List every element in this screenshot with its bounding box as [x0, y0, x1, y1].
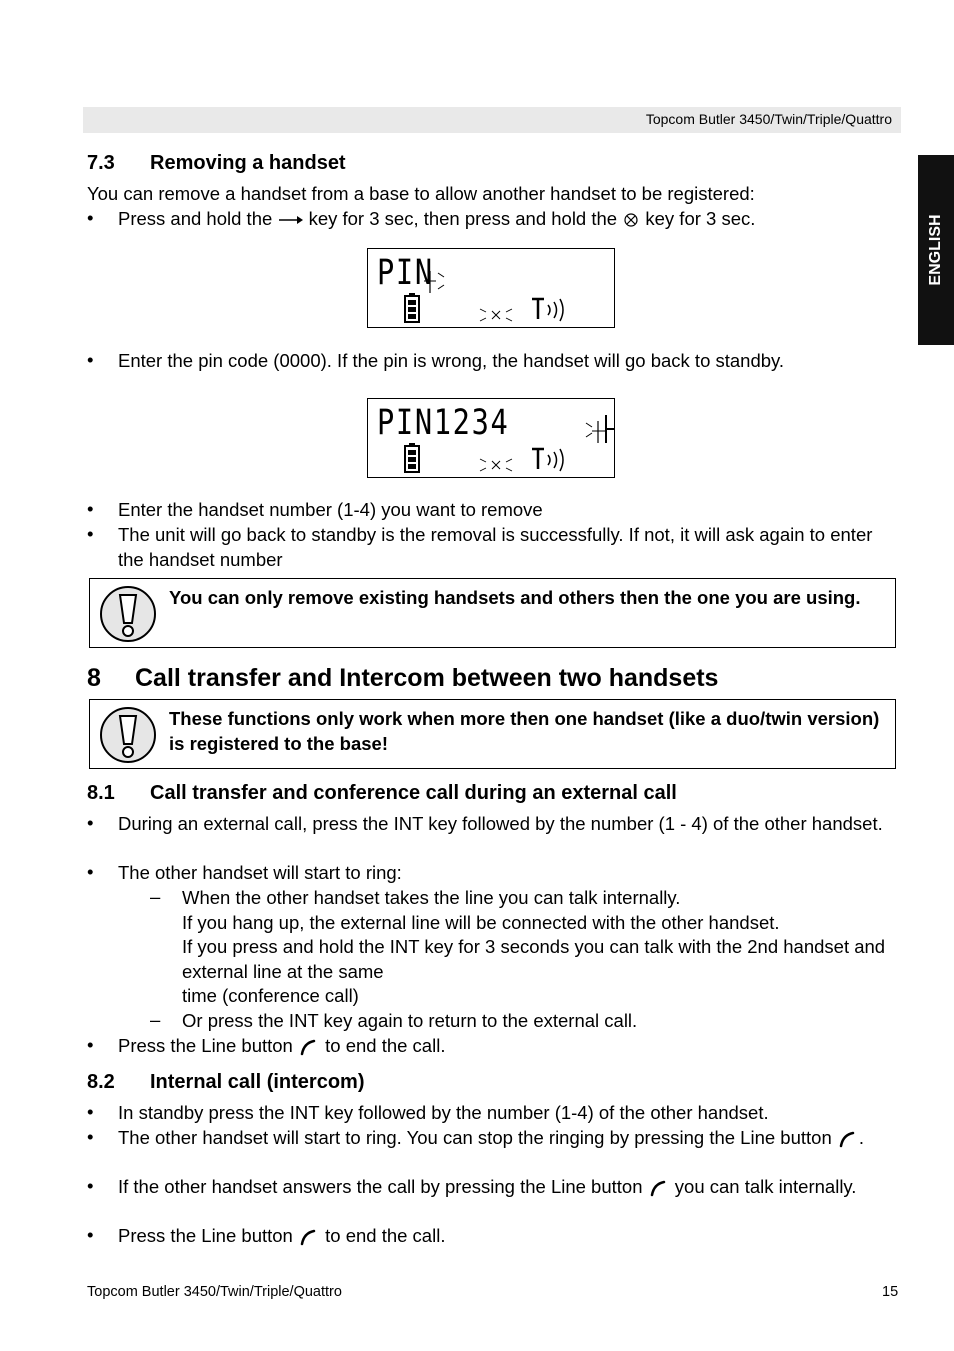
- menu-key-icon: [622, 211, 640, 229]
- bullet-pin-code: Enter the pin code (0000). If the pin is wrong, the handset will go back to standby.: [118, 350, 785, 371]
- antenna-signal-icon: [528, 295, 572, 323]
- cursor-blink-icon: [420, 267, 450, 297]
- language-tab-label: ENGLISH: [927, 214, 944, 286]
- bullet-handset-number: Enter the handset number (1-4) you want to remove: [118, 499, 543, 520]
- phone-line-icon: [298, 1037, 320, 1057]
- cursor-blink-icon: [584, 415, 615, 445]
- page-header: [83, 107, 901, 133]
- page-number: 15: [882, 1284, 899, 1300]
- bullet-marker: •: [87, 812, 94, 833]
- bullet-end-call: [118, 1224, 903, 1249]
- text: key for 3 sec, then press and hold the: [308, 208, 618, 229]
- language-tab: [918, 155, 954, 345]
- bullet-marker: •: [87, 1224, 94, 1245]
- phone-line-icon: [648, 1178, 670, 1198]
- bullet-standby: The unit will go back to standby is the removal is successfully. If not, it will ask again to enter the handset number: [118, 524, 873, 570]
- blinking-indicator-icon: [478, 305, 514, 325]
- bullet-marker: •: [87, 1175, 94, 1196]
- header-title: Topcom Butler 3450/Twin/Triple/Quattro: [645, 111, 892, 127]
- section-number: 8: [87, 664, 101, 692]
- lcd-text: PIN: [377, 253, 434, 293]
- text: key for 3 sec.: [645, 208, 756, 229]
- note-box-remove: [89, 578, 896, 648]
- bullet-marker: •: [87, 349, 94, 370]
- antenna-signal-icon: [528, 445, 572, 473]
- text-line: If you press and hold the INT key for 3 seconds you can talk with the 2nd handset and external line at the same: [182, 936, 886, 982]
- section-number: 8.2: [87, 1071, 115, 1093]
- section-number: 7.3: [87, 152, 115, 174]
- text: Press the Line button: [118, 1035, 293, 1056]
- section-title: Removing a handset: [150, 152, 346, 174]
- text-line: If you hang up, the external line will be connected with the other handset.: [182, 911, 780, 933]
- dash-item-return: Or press the INT key again to return to the external call.: [182, 1010, 638, 1031]
- text-line: When the other handset takes the line you can talk internally.: [182, 887, 681, 908]
- section-number: 8.1: [87, 782, 115, 804]
- bullet-ring: The other handset will start to ring:: [118, 862, 402, 883]
- lcd-display-pin-entered: [367, 398, 615, 478]
- phone-line-icon: [298, 1227, 320, 1247]
- bullet-remove-keys: [118, 207, 903, 232]
- bullet-answer: [118, 1175, 878, 1200]
- bullet-standby-int: In standby press the INT key followed by the number (1-4) of the other handset.: [118, 1102, 769, 1123]
- bullet-stop-ringing: [118, 1126, 898, 1151]
- footer-title: Topcom Butler 3450/Twin/Triple/Quattro: [87, 1284, 342, 1300]
- bullet-external-call: During an external call, press the INT key followed by the number (1 - 4) of the other handset.: [118, 813, 883, 834]
- bullet-marker: •: [87, 523, 94, 544]
- note-text: These functions only work when more then one handset (like a duo/twin version) is registered to the base!: [169, 708, 880, 754]
- bullet-end-call: [118, 1034, 903, 1059]
- text: Press and hold the: [118, 208, 273, 229]
- text: The other handset will start to ring. You can stop the ringing by pressing the Line button: [118, 1127, 832, 1148]
- note-text: You can only remove existing handsets and others then the one you are using.: [169, 587, 861, 608]
- text: you can talk internally.: [674, 1176, 857, 1197]
- lcd-display-pin: [367, 248, 615, 328]
- bullet-marker: •: [87, 861, 94, 882]
- text: to end the call.: [325, 1225, 446, 1246]
- intro-text: You can remove a handset from a base to allow another handset to be registered:: [87, 183, 755, 204]
- text-line: time (conference call): [182, 985, 359, 1006]
- bullet-marker: •: [87, 207, 94, 228]
- text: to end the call.: [325, 1035, 446, 1056]
- exclamation-warning-icon: [98, 585, 158, 643]
- dash-marker: –: [150, 1009, 161, 1030]
- bullet-marker: •: [87, 1034, 94, 1055]
- bullet-marker: •: [87, 1126, 94, 1147]
- exclamation-warning-icon: [98, 706, 158, 764]
- bullet-marker: •: [87, 498, 94, 519]
- text: .: [858, 1127, 865, 1148]
- arrow-key-icon: [277, 214, 303, 226]
- blinking-indicator-icon: [478, 455, 514, 475]
- battery-icon: [404, 443, 420, 473]
- section-title: Call transfer and conference call during an external call: [150, 782, 677, 804]
- dash-item-take-line: [182, 886, 902, 1009]
- bullet-marker: •: [87, 1101, 94, 1122]
- text: If the other handset answers the call by pressing the Line button: [118, 1176, 643, 1197]
- dash-marker: –: [150, 886, 161, 907]
- battery-icon: [404, 293, 420, 323]
- lcd-text: PIN1234: [377, 403, 510, 443]
- note-box-functions: [89, 699, 896, 769]
- text: Press the Line button: [118, 1225, 293, 1246]
- phone-line-icon: [837, 1129, 859, 1149]
- section-title: Internal call (intercom): [150, 1071, 365, 1093]
- section-title: Call transfer and Intercom between two handsets: [135, 664, 719, 692]
